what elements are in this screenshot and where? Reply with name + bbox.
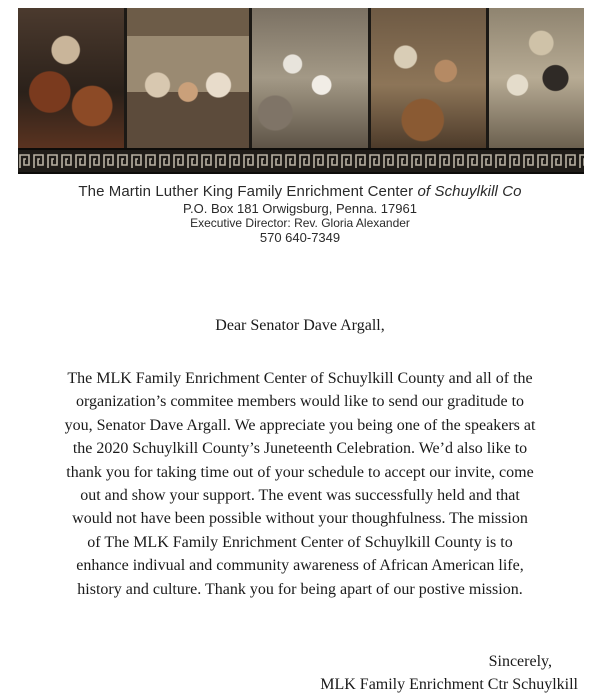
org-name: The Martin Luther King Family Enrichment Center: [78, 183, 414, 200]
org-suffix: of Schuylkill Co: [417, 183, 522, 200]
letter-body: [20, 367, 580, 601]
letterhead: [0, 182, 600, 245]
salutation: Dear Senator Dave Argall,: [215, 317, 385, 334]
address: P.O. Box 181 Orwigsburg, Penna. 17961: [183, 201, 417, 216]
photo-gathering: [371, 8, 490, 148]
body-line: you, Senator Dave Argall. We appreciate you being one of the speakers at: [64, 416, 536, 434]
body-line: would not have been possible without your thoughfulness. The mission: [72, 510, 528, 528]
greek-key-border: [18, 148, 584, 174]
signature: MLK Family Enrichment Ctr Schuylkill: [320, 676, 578, 693]
greek-key-pattern: [18, 150, 584, 172]
org-name-line: [0, 182, 600, 201]
closing-phrase: Sincerely,: [488, 653, 552, 670]
photo-group: [127, 8, 252, 148]
phone-number: 570 640-7349: [259, 230, 341, 245]
photo-drummers: [18, 8, 127, 148]
body-line: the 2020 Schuylkill County’s Juneteenth Celebration. We’d also like to: [72, 440, 528, 458]
body-line: of The MLK Family Enrichment Center of Schuylkill County is to: [87, 533, 513, 551]
body-line: out and show your support. The event was successfully held and that: [80, 487, 520, 505]
body-line: enhance indivual and community awareness of African American life,: [76, 557, 524, 575]
body-line: organization’s commitee members would like to send our graditude to: [75, 393, 525, 411]
photo-strip: [18, 8, 584, 148]
letter-closing: [320, 650, 578, 696]
photo-banner: [18, 8, 584, 174]
body-line: The MLK Family Enrichment Center of Schuylkill County and all of the: [67, 370, 533, 387]
body-line: history and culture. Thank you for being apart of our postive mission.: [77, 580, 523, 598]
executive-director: Executive Director: Rev. Gloria Alexander: [190, 216, 410, 230]
body-line: thank you for taking time out of your schedule to accept our invite, come: [66, 463, 534, 481]
photo-dancers: [252, 8, 371, 148]
photo-attendees: [489, 8, 584, 148]
